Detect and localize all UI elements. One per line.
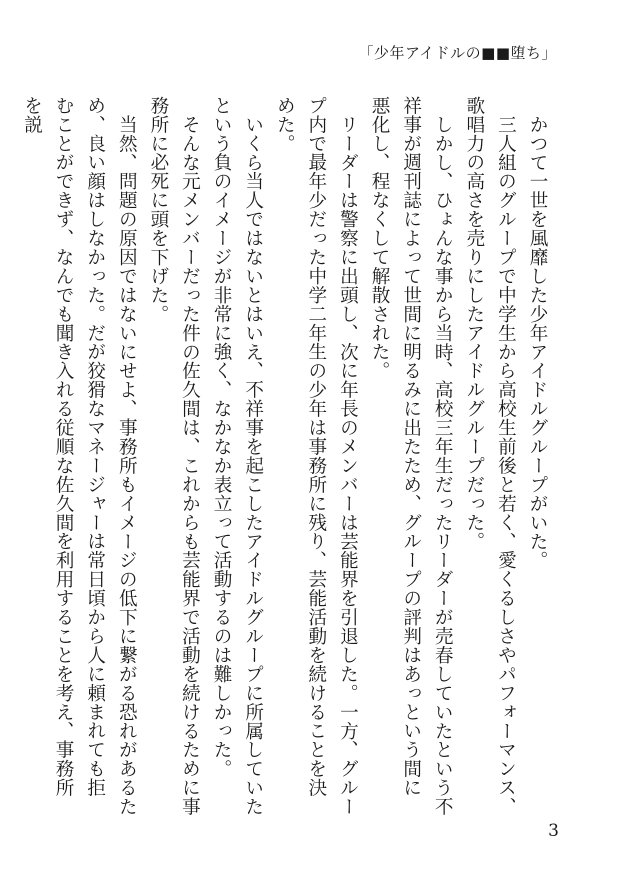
paragraph-2: 三人組のグループで中学生から高校生前後と若く、愛くるしさやパフォーマンス、歌唱力の高さを売りにしたアイドルグループだった。 xyxy=(463,96,517,816)
paragraph-1: かつて一世を風靡した少年アイドルグループがいた。 xyxy=(527,114,548,570)
vertical-body-text xyxy=(21,96,553,816)
paragraph-5: いくら当人ではないとはいえ、不祥事を起こしたアイドルグループに所属していたという負のイメージが非常に強く、なかなか表立って活動するのは難しかった。 xyxy=(211,96,264,816)
paragraph-3: しかし、ひょんな事から当時、高校三年生だったリーダーが売春していたという不祥事が週刊誌によって世間に明るみに出たため、グループの評判はあっという間に悪化し、程なくして解散された。 xyxy=(369,96,454,816)
paragraph-7: 当然、問題の原因ではないにせよ、事務所もイメージの低下に繋がる恐れがあるため、良い顔はしなかった。だが狡猾なマネージャーは常日頃から人に頼まれても拒むことができず、なんでも聞き入れる従順な佐久間を利用することを考え、事務所を説 xyxy=(21,96,138,816)
paragraph-4: リーダーは警察に出頭し、次に年長のメンバーは芸能界を引退した。一方、グループ内で最年少だった中学二年生の少年は事務所に残り、芸能活動を続けることを決めた。 xyxy=(274,96,359,816)
running-header: 「少年アイドルの■■堕ち」 xyxy=(358,44,557,62)
page-number: 3 xyxy=(548,821,559,841)
paragraph-6: そんな元メンバーだった件の佐久間は、これからも芸能界で活動を続けるために事務所に必死に頭を下げた。 xyxy=(147,96,201,816)
